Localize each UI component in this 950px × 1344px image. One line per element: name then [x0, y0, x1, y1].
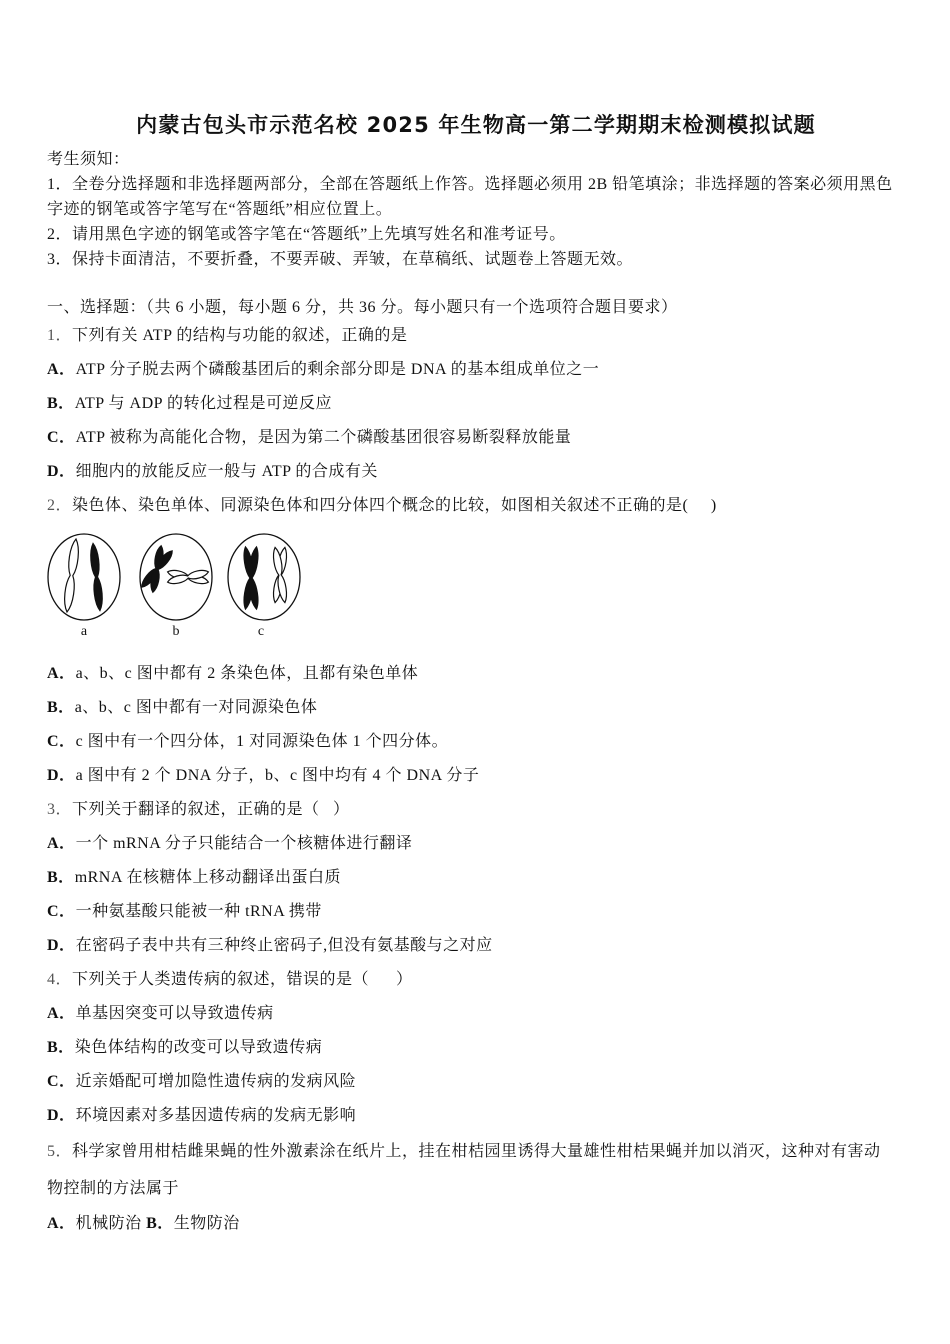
exam-page: [47, 0, 905, 1241]
question-1: [47, 319, 905, 353]
question-2: [47, 489, 905, 523]
q4-option-c: [47, 1065, 905, 1099]
question-number: 1．: [47, 327, 73, 344]
option-label: B．: [47, 869, 75, 886]
option-text: 在密码子表中共有三种终止密码子,但没有氨基酸与之对应: [75, 937, 493, 954]
q1-option-a: [47, 353, 905, 387]
option-label: C．: [47, 429, 76, 446]
option-text: 生物防治: [173, 1215, 240, 1232]
cell-b-dark-chromatid-2: [151, 545, 163, 592]
q3-option-b: [47, 861, 905, 895]
question-stem: 下列关于人类遗传病的叙述，错误的是（ ）: [72, 971, 413, 988]
notice-line: 3．保持卡面清洁，不要折叠，不要弄破、弄皱，在草稿纸、试题卷上答题无效。: [47, 251, 634, 268]
option-label: B．: [146, 1215, 174, 1232]
question-number: 2．: [47, 497, 73, 514]
q3-option-d: [47, 929, 905, 963]
option-label: D．: [47, 463, 76, 480]
option-text: c 图中有一个四分体，1 对同源染色体 1 个四分体。: [75, 733, 449, 750]
q5-option-b: [146, 1215, 240, 1232]
option-text: 一个 mRNA 分子只能结合一个核糖体进行翻译: [75, 835, 413, 852]
cell-a-outline: [48, 534, 120, 620]
figure-label-a: a: [80, 624, 88, 639]
notice-heading: 考生须知：: [47, 151, 130, 168]
option-text: 染色体结构的改变可以导致遗传病: [74, 1039, 323, 1056]
option-text: ATP 分子脱去两个磷酸基团后的剩余部分即是 DNA 的基本组成单位之一: [75, 361, 600, 378]
candidate-notice: [47, 147, 905, 272]
q5-option-a: [47, 1215, 142, 1232]
q2-option-a: [47, 657, 905, 691]
option-text: a 图中有 2 个 DNA 分子，b、c 图中均有 4 个 DNA 分子: [75, 767, 480, 784]
q3-option-c: [47, 895, 905, 929]
question-stem-line-2: 物控制的方法属于: [47, 1180, 180, 1197]
option-label: C．: [47, 903, 76, 920]
option-text: a、b、c 图中都有 2 条染色体，且都有染色单体: [75, 665, 419, 682]
option-label: C．: [47, 733, 76, 750]
option-label: B．: [47, 395, 75, 412]
option-text: 近亲婚配可增加隐性遗传病的发病风险: [75, 1073, 357, 1090]
q1-option-d: [47, 455, 905, 489]
option-label: B．: [47, 1039, 75, 1056]
question-number: 3．: [47, 801, 73, 818]
option-label: D．: [47, 937, 76, 954]
q2-option-b: [47, 691, 905, 725]
question-stem-line-1: 科学家曾用柑桔雌果蝇的性外激素涂在纸片上，挂在柑桔园里诱得大量雄性柑桔果蝇并加以消灭，这种对有害动: [72, 1143, 881, 1160]
q5-options-row: [47, 1207, 905, 1241]
chromosome-figure: [40, 523, 310, 657]
option-text: mRNA 在核糖体上移动翻译出蛋白质: [74, 869, 342, 886]
cell-a-chromosome-light: [65, 539, 79, 612]
question-5-continued: [47, 1170, 905, 1207]
section-heading: 一、选择题：（共 6 小题，每小题 6 分，共 36 分。每小题只有一个选项符合题目要求）: [47, 299, 678, 316]
cell-c-outline: [228, 534, 300, 620]
question-5: [47, 1133, 905, 1170]
question-stem: 染色体、染色单体、同源染色体和四分体四个概念的比较，如图相关叙述不正确的是( ): [72, 497, 717, 514]
option-text: a、b、c 图中都有一对同源染色体: [74, 699, 318, 716]
q2-option-d: [47, 759, 905, 793]
option-text: 环境因素对多基因遗传病的发病无影响: [75, 1107, 357, 1124]
q4-option-a: [47, 997, 905, 1031]
cell-a-chromosome-dark: [91, 543, 103, 611]
question-number: 5．: [47, 1143, 73, 1160]
option-label: D．: [47, 1107, 76, 1124]
option-text: 单基因突变可以导致遗传病: [75, 1005, 274, 1022]
q4-option-d: [47, 1099, 905, 1133]
question-stem: 下列有关 ATP 的结构与功能的叙述，正确的是: [72, 327, 408, 344]
option-text: 一种氨基酸只能被一种 tRNA 携带: [75, 903, 322, 920]
option-text: 细胞内的放能反应一般与 ATP 的合成有关: [75, 463, 378, 480]
option-label: D．: [47, 767, 76, 784]
q2-option-c: [47, 725, 905, 759]
question-number: 4．: [47, 971, 73, 988]
q1-option-c: [47, 421, 905, 455]
notice-line: 1．全卷分选择题和非选择题两部分，全部在答题纸上作答。选择题必须用 2B 铅笔填涂；非选择题的答案必须用黑色: [47, 176, 893, 193]
q4-option-b: [47, 1031, 905, 1065]
notice-line: 2．请用黑色字迹的钢笔或答字笔在“答题纸”上先填写姓名和准考证号。: [47, 226, 566, 243]
page-title: 内蒙古包头市示范名校 2025 年生物高一第二学期期末检测模拟试题: [136, 113, 816, 137]
question-4: [47, 963, 905, 997]
question-3: [47, 793, 905, 827]
option-label: A．: [47, 665, 76, 682]
figure-label-c: c: [257, 624, 265, 639]
q1-option-b: [47, 387, 905, 421]
q3-option-a: [47, 827, 905, 861]
option-label: B．: [47, 699, 75, 716]
option-text: 机械防治: [75, 1215, 142, 1232]
option-label: C．: [47, 1073, 76, 1090]
option-label: A．: [47, 1215, 76, 1232]
option-label: A．: [47, 361, 76, 378]
question-stem: 下列关于翻译的叙述，正确的是（ ）: [72, 801, 350, 818]
option-text: ATP 与 ADP 的转化过程是可逆反应: [74, 395, 332, 412]
option-label: A．: [47, 1005, 76, 1022]
notice-line: 字迹的钢笔或答字笔写在“答题纸”相应位置上。: [47, 201, 393, 218]
figure-label-b: b: [172, 624, 180, 639]
option-label: A．: [47, 835, 76, 852]
option-text: ATP 被称为高能化合物，是因为第二个磷酸基团很容易断裂释放能量: [75, 429, 572, 446]
